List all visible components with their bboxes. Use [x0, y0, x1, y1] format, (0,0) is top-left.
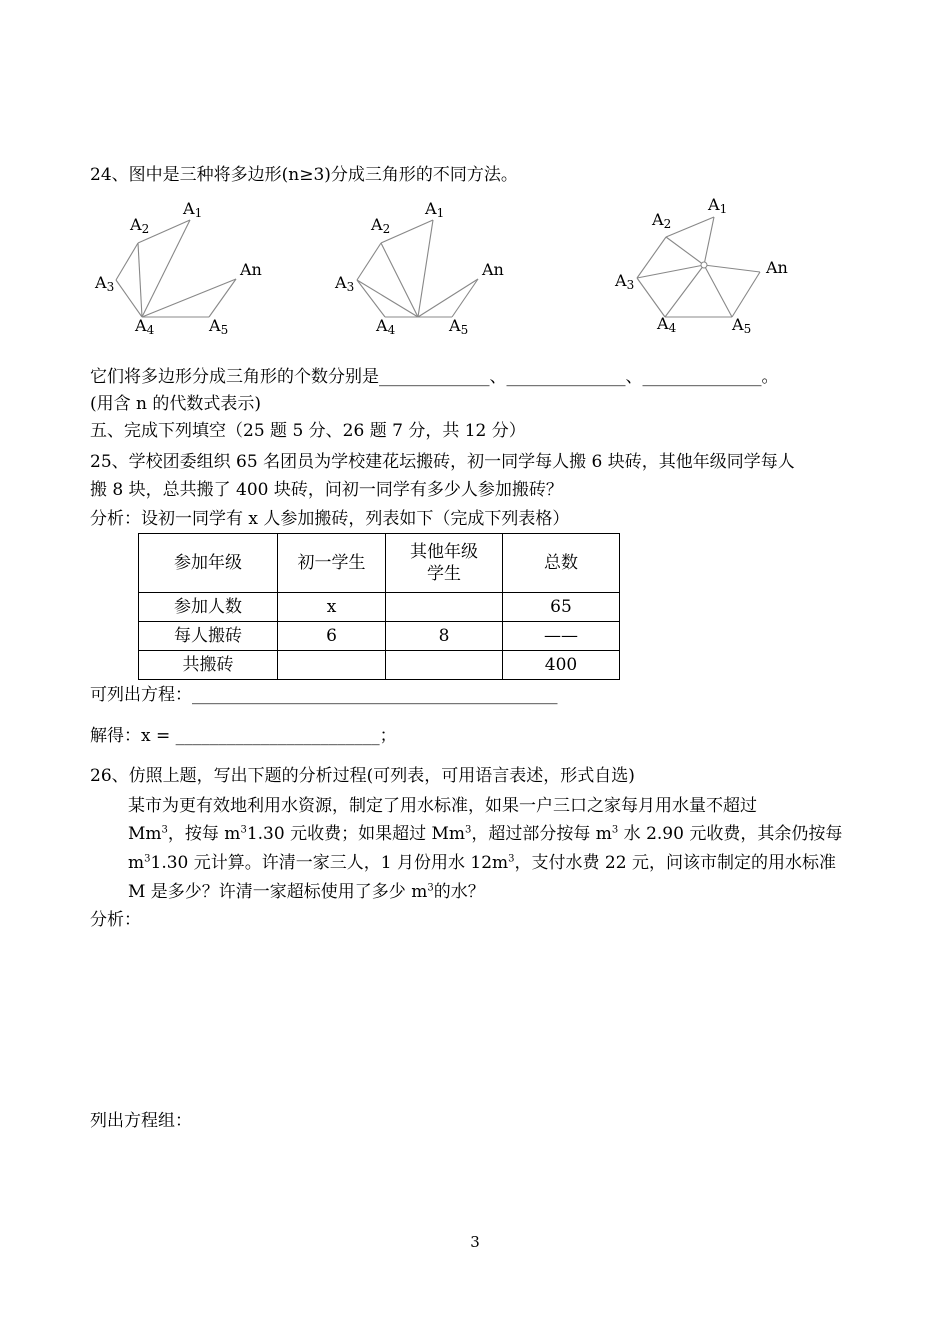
- header-cell: 初一学生: [278, 534, 386, 593]
- table-cell-blank[interactable]: [386, 593, 503, 622]
- edge: [357, 243, 381, 280]
- q26-system-label: 列出方程组：: [90, 1111, 192, 1131]
- table-cell: ——: [503, 622, 620, 651]
- q26-analysis-label: 分析：: [90, 910, 141, 930]
- label-a5: A5: [732, 315, 752, 336]
- q25-table: [138, 533, 620, 680]
- interior-point: [701, 262, 707, 268]
- table-cell: x: [278, 593, 386, 622]
- label-a2: A2: [371, 215, 391, 236]
- q25-equation-line[interactable]: 可列出方程：___________________________________________: [90, 685, 558, 705]
- label-an: An: [766, 258, 788, 277]
- figure-polygon-fan-a4: [90, 195, 280, 340]
- page-number: 3: [470, 1233, 480, 1251]
- q25-solve-line[interactable]: 解得：x = ________________________；: [90, 726, 397, 746]
- q26-line-2: Mm$^3$，按每 $m^31.30$ 元收费；如果超过 Mm$^3$，超过部分按每 $m^3$ 水 2.90 元收费，其余仍按每: [128, 824, 843, 844]
- table-row: [139, 651, 620, 680]
- diagonal: [666, 237, 704, 265]
- header-other-line1: 其他年级: [410, 542, 478, 562]
- label-an: An: [240, 260, 262, 279]
- label-a1: A1: [708, 195, 728, 216]
- label-a3: A3: [335, 273, 355, 294]
- table-cell: 65: [503, 593, 620, 622]
- table-cell-blank[interactable]: [278, 651, 386, 680]
- table-cell: 6: [278, 622, 386, 651]
- table-cell: 8: [386, 622, 503, 651]
- table-cell-blank[interactable]: [386, 651, 503, 680]
- label-a2: A2: [652, 210, 672, 231]
- edge: [116, 280, 142, 317]
- edge: [637, 278, 665, 317]
- diagonal: [138, 243, 142, 317]
- edge: [637, 237, 666, 278]
- edge: [116, 243, 138, 280]
- header-cell: 总数: [503, 534, 620, 593]
- diagonal: [704, 265, 732, 317]
- diagonal: [704, 265, 760, 272]
- table-cell: 400: [503, 651, 620, 680]
- table-cell: 参加人数: [139, 593, 278, 622]
- q24-note: (用含 n 的代数式表示): [90, 394, 262, 414]
- diagonal: [665, 265, 704, 317]
- table-cell: 共搬砖: [139, 651, 278, 680]
- label-a3: A3: [615, 271, 635, 292]
- label-a2: A2: [130, 215, 150, 236]
- edge: [732, 272, 760, 317]
- label-a4: A4: [657, 314, 677, 335]
- label-a1: A1: [425, 199, 445, 220]
- table-row: [139, 593, 620, 622]
- header-other-line2: 学生: [427, 564, 461, 584]
- edge: [666, 217, 714, 237]
- label-a1: A1: [183, 199, 203, 220]
- label-a5: A5: [209, 316, 229, 337]
- diagonal: [637, 265, 704, 278]
- q25-line-2: 搬 8 块，总共搬了 400 块砖，问初一同学有多少人参加搬砖？: [90, 480, 563, 500]
- label-an: An: [482, 260, 504, 279]
- label-a4: A4: [135, 316, 155, 337]
- q26-line-4: M 是多少？许清一家超标使用了多少 $m^3$的水？: [128, 882, 485, 902]
- q26-title: 26、仿照上题，写出下题的分析过程(可列表，可用语言表述，形式自选): [90, 766, 635, 786]
- header-cell: [386, 534, 503, 593]
- header-cell: 参加年级: [139, 534, 278, 593]
- q26-line-3: $m^31.30$ 元计算。许清一家三人，1 月份用水 $12m^3$，支付水费 22 元，问该市制定的用水标准: [128, 853, 836, 873]
- figure-polygon-interior-point: [610, 193, 810, 338]
- diagonal: [704, 217, 714, 265]
- q25-analysis: 分析：设初一同学有 x 人参加搬砖，列表如下（完成下列表格）: [90, 509, 570, 529]
- label-a4: A4: [376, 316, 396, 337]
- table-header-row: [139, 534, 620, 593]
- q24-answer-line[interactable]: 它们将多边形分成三角形的个数分别是_____________、______________、______________。: [90, 367, 779, 387]
- edge: [452, 279, 478, 317]
- table-row: [139, 622, 620, 651]
- table-cell: 每人搬砖: [139, 622, 278, 651]
- section-5-heading: 五、完成下列填空（25 题 5 分、26 题 7 分，共 12 分）: [90, 421, 526, 441]
- diagonal: [418, 220, 433, 317]
- edge: [357, 280, 385, 317]
- q26-line-1: 某市为更有效地利用水资源，制定了用水标准，如果一户三口之家每月用水量不超过: [128, 796, 757, 816]
- label-a5: A5: [449, 316, 469, 337]
- q24-title: 24、图中是三种将多边形(n≥3)分成三角形的不同方法。: [90, 165, 518, 185]
- figure-polygon-fan-edge-point: [330, 195, 520, 340]
- label-a3: A3: [95, 273, 115, 294]
- q25-line-1: 25、学校团委组织 65 名团员为学校建花坛搬砖，初一同学每人搬 6 块砖，其他年级同学每人: [90, 452, 795, 472]
- diagonal: [418, 279, 478, 317]
